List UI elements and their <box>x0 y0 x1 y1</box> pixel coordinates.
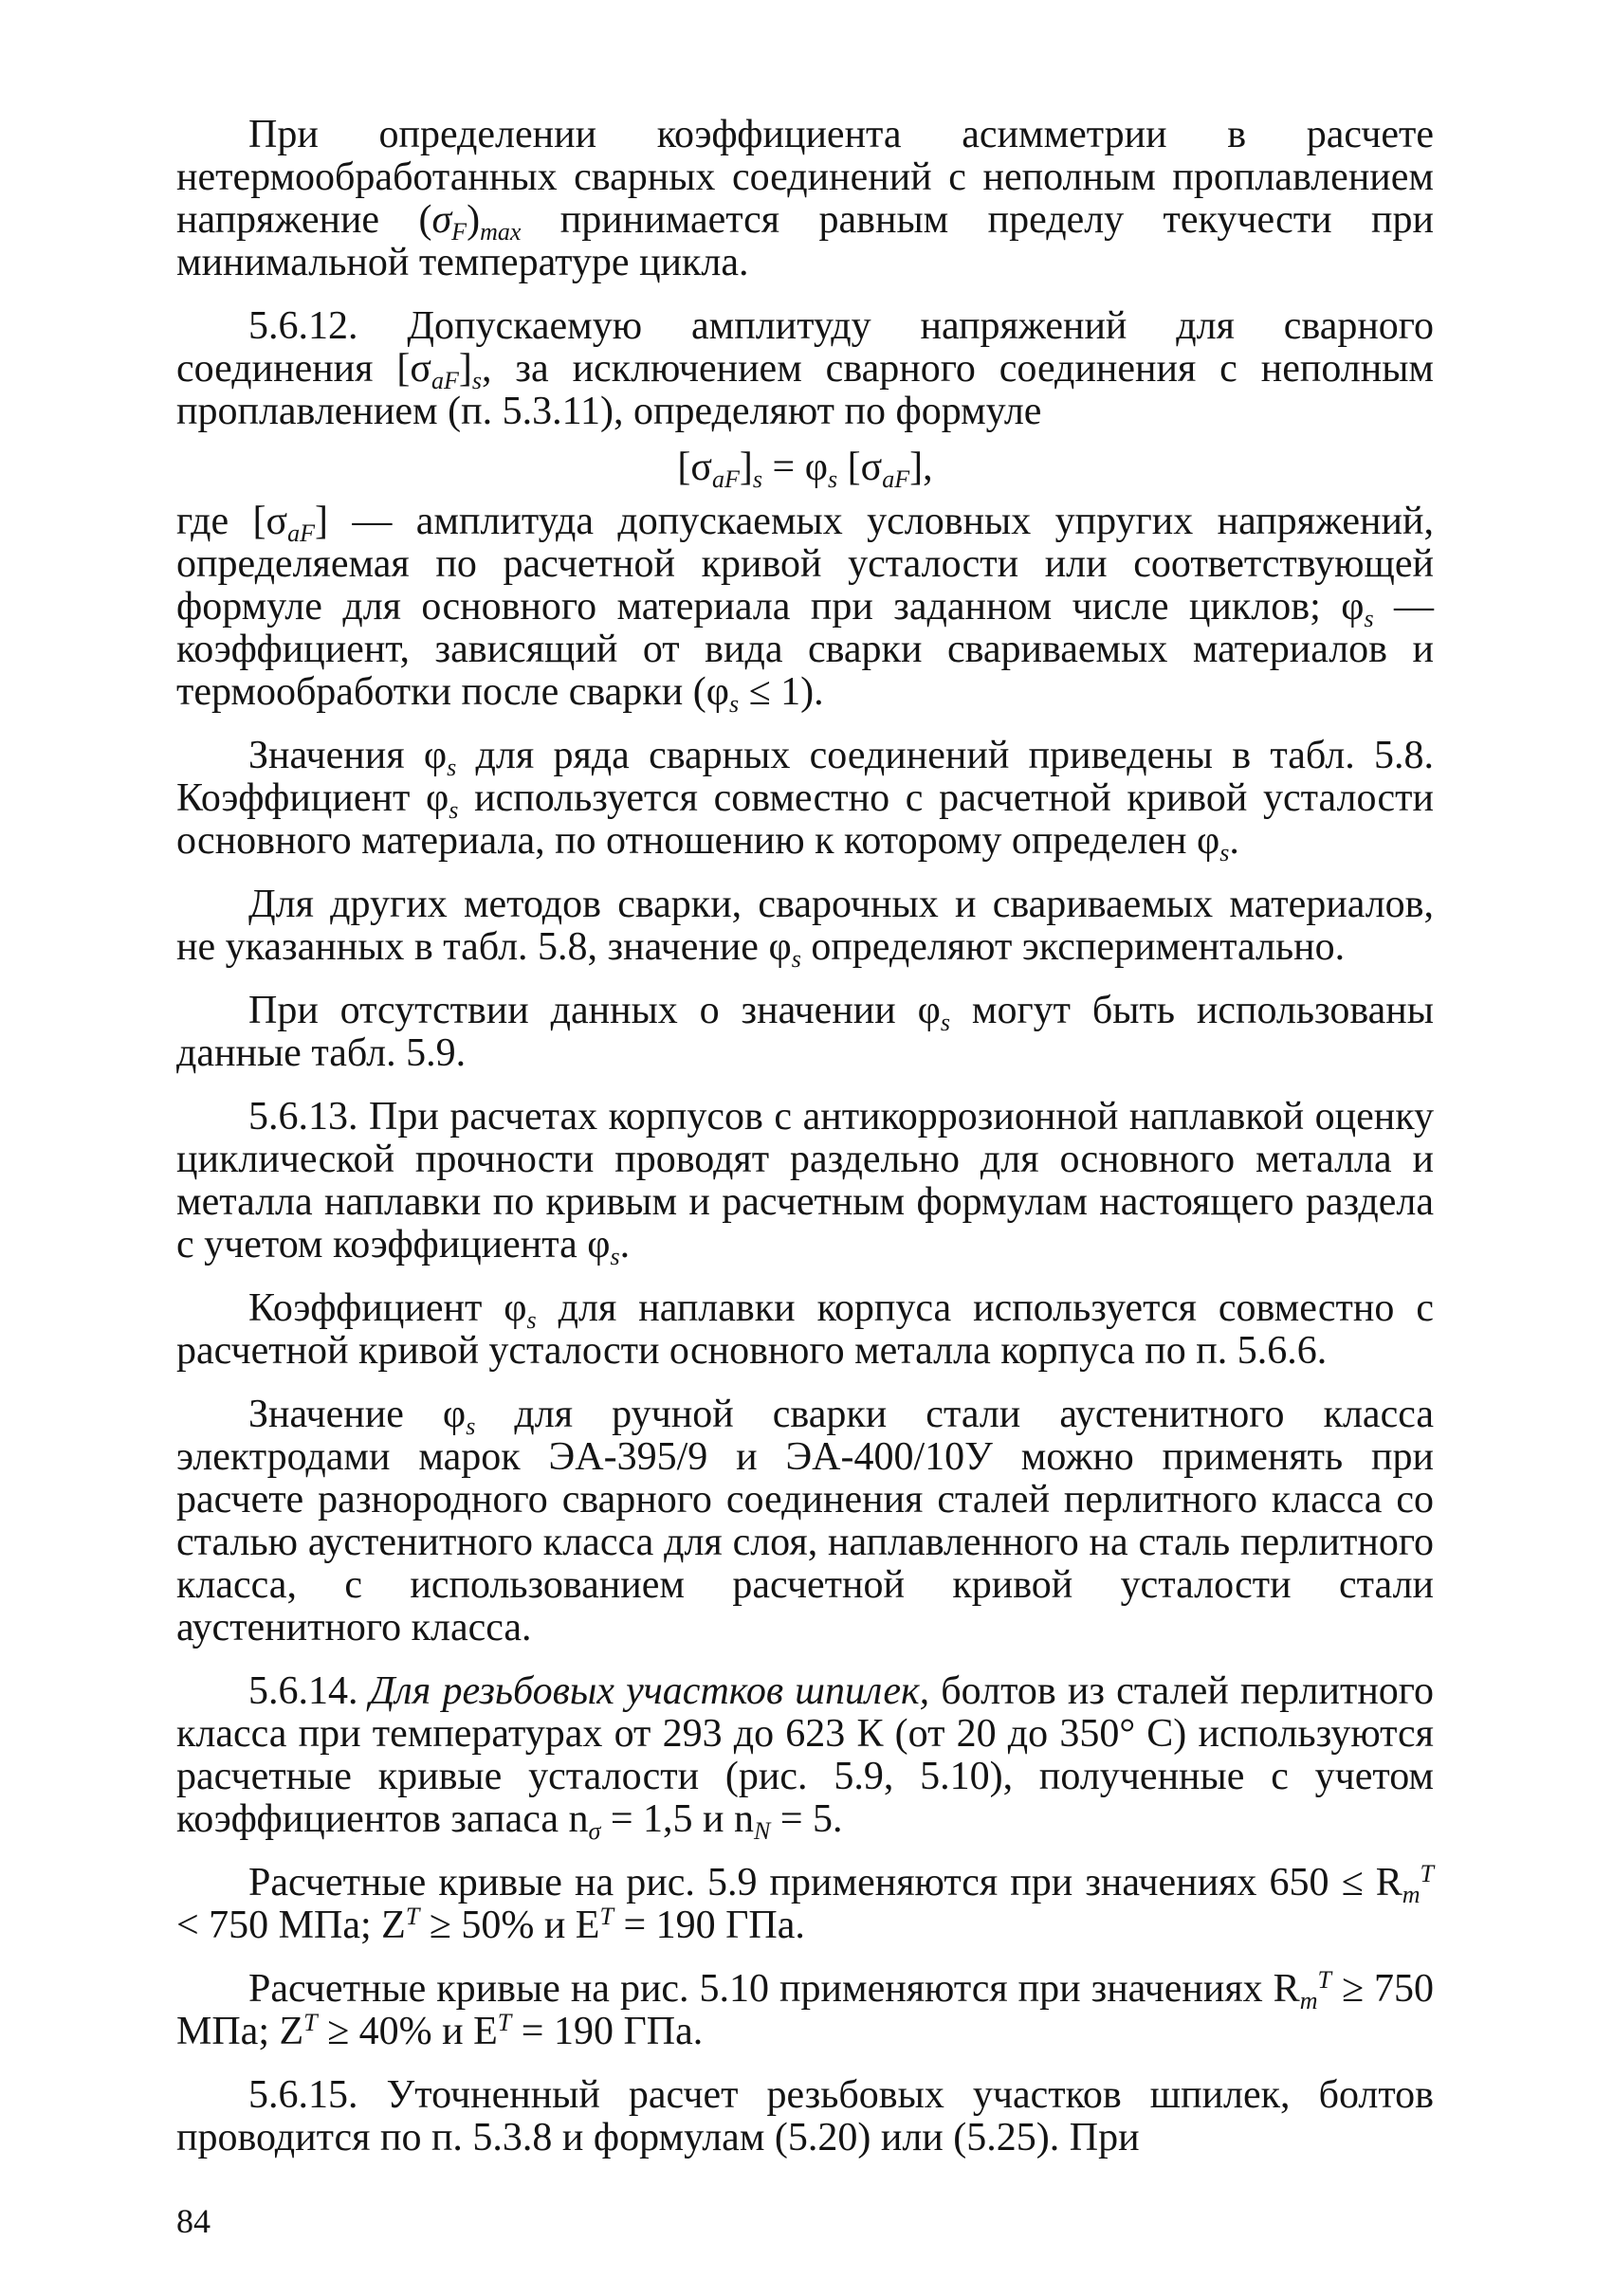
paragraph-cladding: Коэффициент $\varphi_s$ для наплавки корпуса используется совместно с расчетной кривой усталости основного металла корпуса по п. 5.6.6. <box>176 1286 1434 1373</box>
paragraph-other-methods: Для других методов сварки, сварочных и свариваемых материалов, не указанных в табл. 5.8, значение $\varphi_s$ определяют экспериментально. <box>176 883 1434 973</box>
page-number: 84 <box>176 2202 211 2240</box>
paragraph-absence-data: При отсутствии данных о значении $\varphi_s$ могут быть использованы данные табл. 5.9. <box>176 989 1434 1075</box>
paragraph-5-6-13: 5.6.13. При расчетах корпусов с антикоррозионной наплавкой оценку циклической прочности проводят раздельно для основного металла и металла наплавки по кривым и расчетным формулам настоящего раздела с учетом коэффициента $\varphi_s$. <box>176 1095 1434 1270</box>
paragraph-manual-welding: Значение $\varphi_s$ для ручной сварки стали аустенитного класса электродами марок ЭА-395/9 и ЭА-400/10У можно применять при расчете разнородного сварного соединения сталей перлитного класса со сталью аустенитного класса для слоя, наплавленного на сталь перлитного класса, с использованием расчетной кривой усталости стали аустенитного класса. <box>176 1393 1435 1649</box>
paragraph-5-6-14: 5.6.14. Для резьбовых участков шпилек, болтов из сталей перлитного класса при температурах от 293 до 623 К (от 20 до 350° С) используются расчетные кривые усталости (рис. 5.9, 5.10), полученные с учетом коэффициентов запаса $n_\sigma = 1,5$ и $n_N = 5$. <box>176 1669 1434 1845</box>
paragraph-5-6-12: 5.6.12. Допускаемую амплитуду напряжений для сварного соединения $[\sigma_{aF}]_s$, за исключением сварного соединения с неполным проплавлением (п. 5.3.11), определяют по формуле <box>176 304 1434 433</box>
paragraph-5-6-15: 5.6.15. Уточненный расчет резьбовых участков шпилек, болтов проводится по п. 5.3.8 и формулам (5.20) или (5.25). При <box>176 2073 1434 2159</box>
page-body <box>176 114 1434 2159</box>
paragraph-asymmetry: При определении коэффициента асимметрии в расчете нетермообработанных сварных соединений с неполным проплавлением напряжение $(\sigma_F)_{max}$ принимается равным пределу текучести при минимальной температуре цикла. <box>176 113 1435 284</box>
paragraph-curves-fig-5-10: Расчетные кривые на рис. 5.10 применяются при значениях $R_m^T \ge 750$ МПа; $Z^T \ge 40\%$ и $E^T = 190$ ГПа. <box>176 1966 1434 2053</box>
paragraph-curves-fig-5-9: Расчетные кривые на рис. 5.9 применяются при значениях $650 \le R_m^T < 750$ МПа; $Z^T \ge 50\%$ и $E^T = 190$ ГПа. <box>176 1860 1434 1947</box>
paragraph-where: где $[\sigma_{aF}]$ — амплитуда допускаемых условных упругих напряжений, определяемая по расчетной кривой усталости или соответствующей формуле для основного материала при заданном числе циклов; $\varphi_s$ — коэффициент, зависящий от вида сварки свариваемых материалов и термообработки после сварки $(\varphi_s \le 1)$. <box>176 500 1435 718</box>
paragraph-values-phi: Значения $\varphi_s$ для ряда сварных соединений приведены в табл. 5.8. Коэффициент $\varphi_s$ используется совместно с расчетной кривой усталости основного материала, по отношению к которому определен $\varphi_s$. <box>176 734 1435 866</box>
formula-allowable-amplitude: $[\sigma_{aF}]_s = \varphi_s$ $[\sigma_{aF}]$, <box>677 446 933 493</box>
